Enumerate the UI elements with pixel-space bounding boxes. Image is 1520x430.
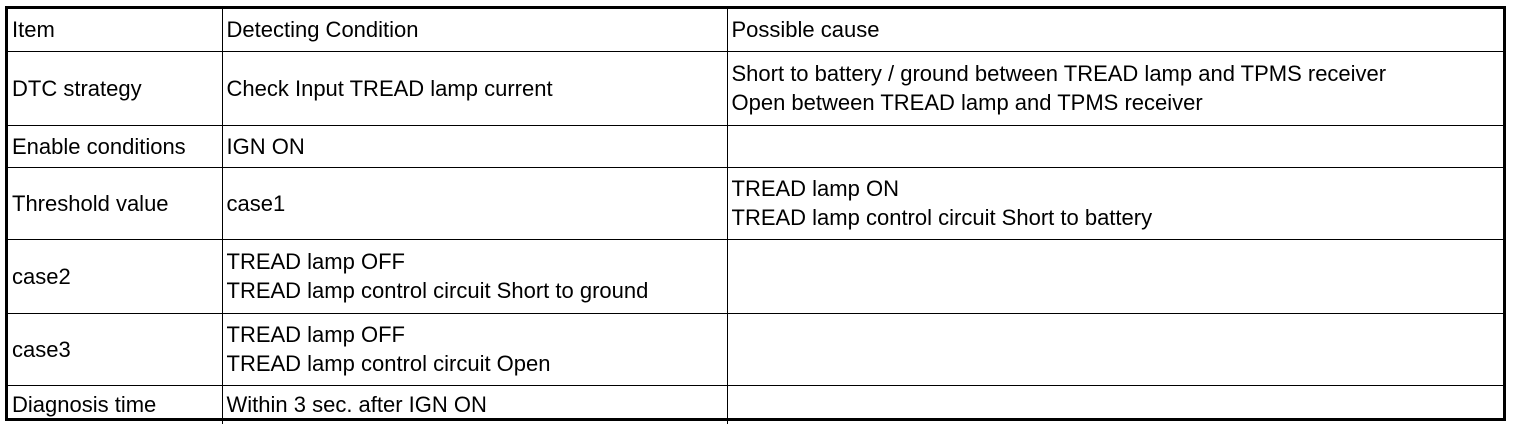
condition-line: Within 3 sec. after IGN ON (226, 392, 487, 418)
condition-line: case1 (226, 190, 286, 216)
header-item: Item (8, 9, 222, 51)
condition-line: TREAD lamp OFF (226, 322, 405, 347)
row-item-threshold-value: Threshold value (8, 167, 222, 239)
row-cause-cell-empty (727, 239, 1503, 313)
row-cause-cell-empty (727, 385, 1503, 424)
diagnostic-table-frame (5, 6, 1506, 421)
row-item-enable-conditions: Enable conditions (8, 125, 222, 167)
row-item-dtc-strategy: DTC strategy (8, 51, 222, 125)
table-row (8, 239, 1503, 313)
cause-line: TREAD lamp ON (731, 176, 899, 201)
row-condition-cell (222, 385, 727, 424)
table-row (8, 313, 1503, 385)
row-cause-cell (727, 51, 1503, 125)
header-possible-cause: Possible cause (727, 9, 1503, 51)
cause-line: TREAD lamp control circuit Short to battery (731, 205, 1153, 230)
condition-line: TREAD lamp control circuit Short to ground (226, 278, 649, 303)
cause-line: Short to battery / ground between TREAD lamp and TPMS receiver (731, 61, 1387, 86)
row-condition-cell (222, 239, 727, 313)
row-item-diagnosis-time: Diagnosis time (8, 385, 222, 424)
condition-line: IGN ON (226, 133, 305, 159)
condition-line: Check Input TREAD lamp current (226, 75, 553, 101)
row-condition-cell (222, 313, 727, 385)
row-cause-cell-empty (727, 125, 1503, 167)
row-condition-cell (222, 125, 727, 167)
row-cause-cell (727, 167, 1503, 239)
row-condition-cell (222, 51, 727, 125)
header-detecting-condition: Detecting Condition (222, 9, 727, 51)
table-row (8, 167, 1503, 239)
cause-line: Open between TREAD lamp and TPMS receiver (731, 90, 1203, 115)
condition-line: TREAD lamp control circuit Open (226, 351, 551, 376)
row-item-case3: case3 (8, 313, 222, 385)
table-row (8, 125, 1503, 167)
condition-line: TREAD lamp OFF (226, 249, 405, 274)
table-row (8, 385, 1503, 424)
table-row (8, 51, 1503, 125)
row-condition-cell (222, 167, 727, 239)
table-header-row (8, 9, 1503, 51)
row-cause-cell-empty (727, 313, 1503, 385)
row-item-case2: case2 (8, 239, 222, 313)
dtc-diagnostic-table (8, 9, 1503, 424)
